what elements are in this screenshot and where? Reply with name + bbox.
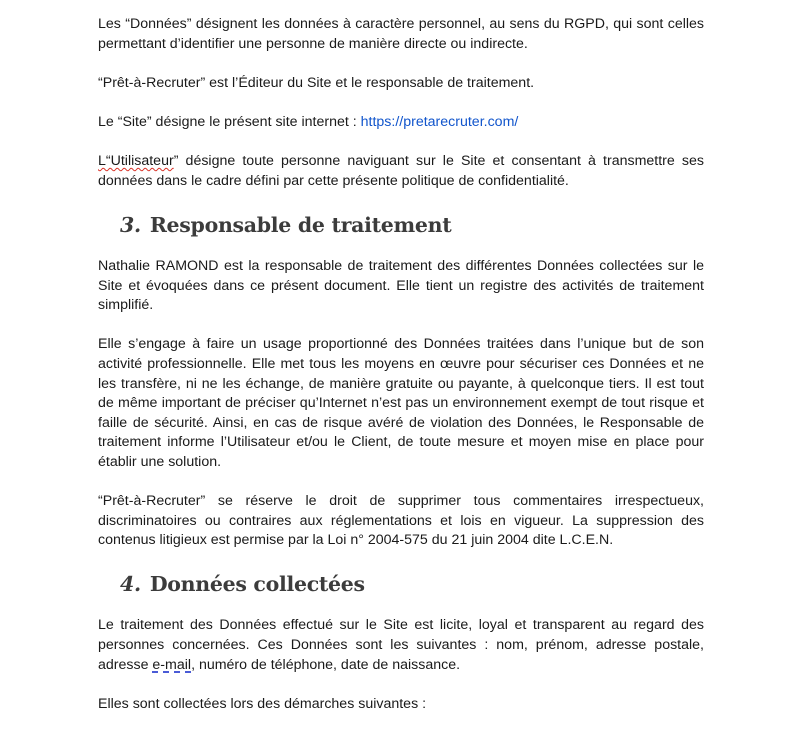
grammar-flagged-word[interactable]: e-mail [152, 656, 192, 673]
section-number: 3. [120, 212, 141, 237]
section-number: 4. [120, 572, 141, 597]
demarches-paragraph: Elles sont collectées lors des démarches suivantes : [98, 695, 427, 712]
donnees-collectees-paragraph [98, 616, 704, 675]
definition-utilisateur [98, 152, 704, 191]
section-title: Responsable de traitement [149, 212, 452, 237]
moderation-paragraph: “Prêt-à-Recruter” se réserve le droit de supprimer tous commentaires irrespectueux, discriminatoires ou contraires aux réglementations et lois en vigueur. La suppression des contenus litigieux est permise par la Loi n° 2004-575 du 21 juin 2004 dite L.C.E.N. [98, 493, 704, 549]
donnees-text-after: , numéro de téléphone, date de naissance. [191, 656, 461, 673]
section-title: Données collectées [149, 572, 365, 597]
document-page [98, 15, 704, 734]
responsable-paragraph: Nathalie RAMOND est la responsable de traitement des différentes Données collectées sur le Site et évoquées dans ce présent document. Elle tient un registre des activités de traitement simplifié. [98, 257, 704, 314]
site-link[interactable]: https://pretarecruter.com/ [360, 113, 519, 130]
definition-editeur: “Prêt-à-Recruter” est l’Éditeur du Site et le responsable de traitement. [98, 74, 535, 91]
definition-donnees: Les “Données” désignent les données à caractère personnel, au sens du RGPD, qui sont celles permettant d’identifier une personne de manière directe ou indirecte. [98, 16, 704, 52]
definition-utilisateur-text: ” désigne toute personne naviguant sur le Site et consentant à transmettre ses données dans le cadre défini par cette présente politique de confidentialité. [98, 153, 704, 189]
section-heading-responsable [98, 211, 704, 239]
definition-site [98, 113, 704, 133]
section-heading-donnees [98, 570, 704, 598]
engagement-paragraph: Elle s’engage à faire un usage proportionné des Données traitées dans l’unique but de son activité professionnelle. Elle met tous les moyens en œuvre pour sécuriser ces Données et ne les transfère, ni ne les échange, de manière gratuite ou payante, à quelconque tiers. Il est tout de même important de préciser qu’Internet n’est pas un environnement exempt de tout risque et faille de sécurité. Ainsi, en cas de risque avéré de violation des Données, le Responsable de traitement informe l’Utilisateur et/ou le Client, de toute mesure et moyen mise en place pour établir une solution. [98, 336, 704, 470]
definition-site-text: Le “Site” désigne le présent site internet : [98, 113, 361, 130]
donnees-text-before: Le traitement des Données effectué sur le Site est licite, loyal et transparent au regard des personnes concernées. Ces Données sont les suivantes : nom, prénom, adresse postale, adresse [98, 617, 704, 673]
spellcheck-flagged-word[interactable]: L“Utilisateur [98, 153, 174, 170]
